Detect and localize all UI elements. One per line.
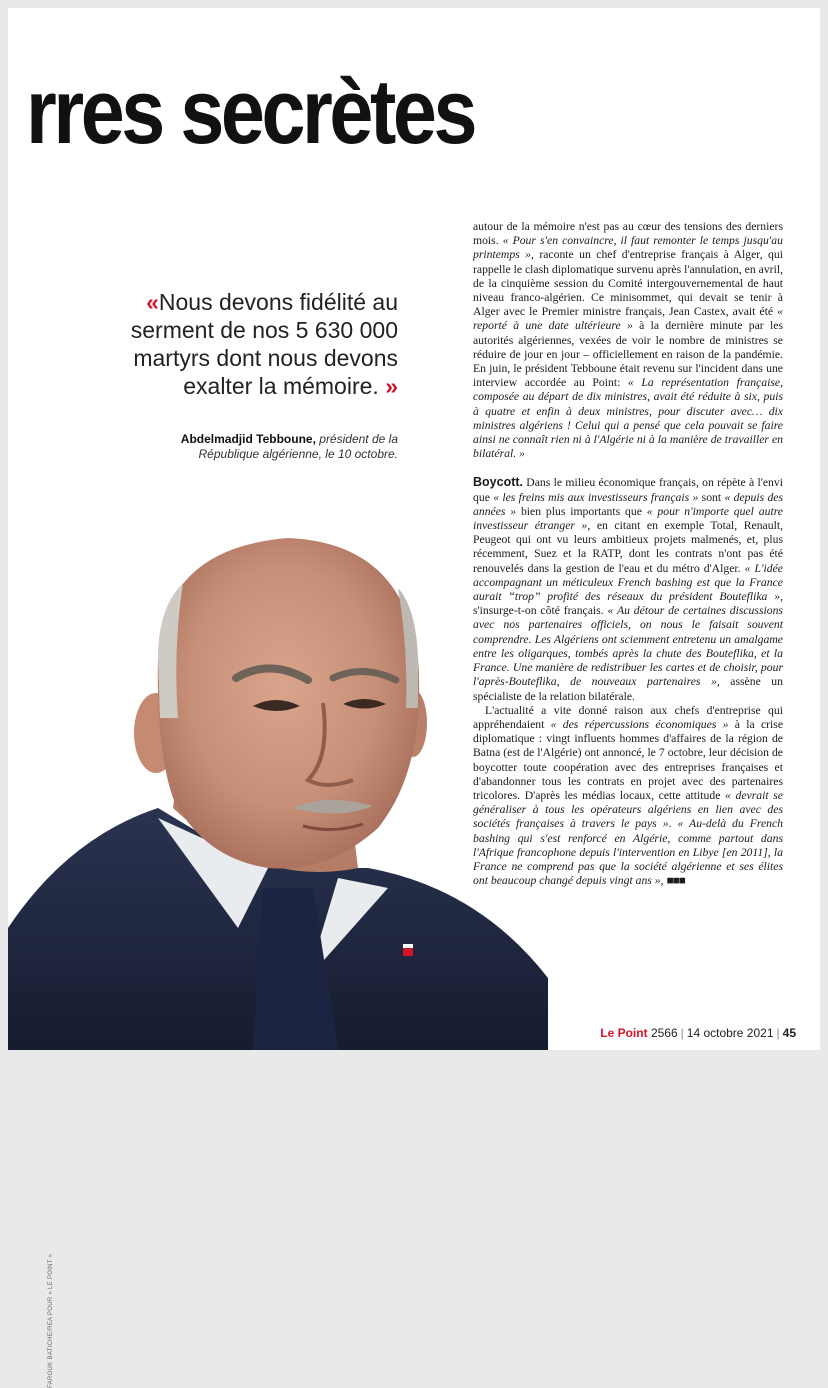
end-mark: ■■■ <box>666 874 685 888</box>
quote-open-mark: « <box>146 289 159 315</box>
article-paragraph: L'actualité a vite donné raison aux chefs d'entreprise qui appréhendaient « des répercussions économiques » à la crise diplomatique : vingt influents hommes d'affaires de la région de Batna (est de l'Algérie) ont annoncé, le 7 octobre, leur décision de boycotter toute coopération avec des entreprises françaises et d'abandonner tous les contrats en projet avec des partenaires tricolores. D'après les médias locaux, cette attitude « devrait se généraliser à tous les opérateurs algériens en lien avec des sociétés françaises à travers le pays ». « Au-delà du French bashing qui s'est renforcé en Algérie, comme partout dans l'Afrique francophone depuis l'intervention en Libye [en 2011], la France ne comprend pas que la société algérienne et ses élites ont beaucoup changé depuis vingt ans », ■■■ <box>473 703 784 888</box>
pull-quote <box>118 288 398 400</box>
pull-quote-text: Nous devons fidélité au serment de nos 5 630 000 martyrs dont nous devons exalter la mémoire. <box>130 289 398 399</box>
quote-close-mark: » <box>385 373 398 399</box>
quote-author: Abdelmadjid Tebboune, <box>180 432 316 446</box>
quote-author-role: président de la République algérienne, le 10 octobre. <box>198 432 398 461</box>
magazine-brand: Le Point <box>600 1026 648 1040</box>
article-paragraph: Boycott. Dans le milieu économique français, on répète à l'envi que « les freins mis aux investisseurs français » sont « depuis des années » bien plus importants que « pour n'importe quel autre investisseur étranger », en citant en exemple Total, Renault, Peugeot qui ont vu leurs ambitieux projets malmenés, et, plus récemment, Suez et la RATP, dont les contrats n'ont pas été renouvelés dans la gestion de l'eau et du métro d'Alger. « L'idée accompagnant un méticuleux French bashing est que la France aurait “trop” profité des réseaux du président Bouteflika », s'insurge-t-on côté français. « Au détour de certaines discussions avec nos partenaires officiels, on nous le faisait souvent comprendre. Les Algériens ont sciemment entretenu un amalgame entre les oligarques, tombés après la chute des Bouteflika, et la France. Une manière de redistribuer les cartes et de choisir, pour l'après-Bouteflika, de nouveaux partenaires », assène un spécialiste de la relation bilatérale. <box>473 475 784 703</box>
quote-attribution <box>128 432 398 462</box>
section-kicker: Boycott. <box>473 475 523 490</box>
portrait-photo <box>8 508 548 1388</box>
magazine-page <box>8 8 820 1388</box>
issue-date: 14 octobre 2021 <box>686 1026 774 1040</box>
portrait-illustration <box>8 508 548 1050</box>
article-column <box>473 220 783 888</box>
headline: rres secrètes <box>26 61 475 163</box>
page-number: 45 <box>782 1026 796 1040</box>
article-paragraph: autour de la mémoire n'est pas au cœur des tensions des derniers mois. « Pour s'en convaincre, il faut remonter le temps jusqu'au printemps », raconte un chef d'entreprise français à Alger, qui rappelle le clash diplomatique survenu après l'annulation, en avril, de la cinquième session du Comité intergouvernemental de haut niveau franco-algérien. Ce minisommet, qui devait se tenir à Alger avec le Premier ministre français, Jean Castex, avait été « reporté à une date ultérieure » à la dernière minute par les autorités algériennes, vexées de voir le nombre de ministres se réduire de jour en jour – officiellement en raison de la pandémie. En juin, le président Tebboune était revenu sur l'incident dans une interview accordée au Point: « La représentation française, composée au départ de dix ministres, avait été réduite à six, puis à quatre et enfin à deux ministres, pour discuter avec… dix ministres algériens ! Celui qui a pensé que cela pouvait se faire ainsi ne connaît rien ni à l'Algérie ni à la manière de travailler en bilatéral. » <box>473 220 783 461</box>
page-footer: Le Point 2566 | 14 octobre 2021 | 45 <box>600 1026 796 1040</box>
issue-number: 2566 <box>650 1026 678 1040</box>
photo-credit: FAROUK BATICHE/REA POUR « LE POINT » <box>48 1253 54 1388</box>
